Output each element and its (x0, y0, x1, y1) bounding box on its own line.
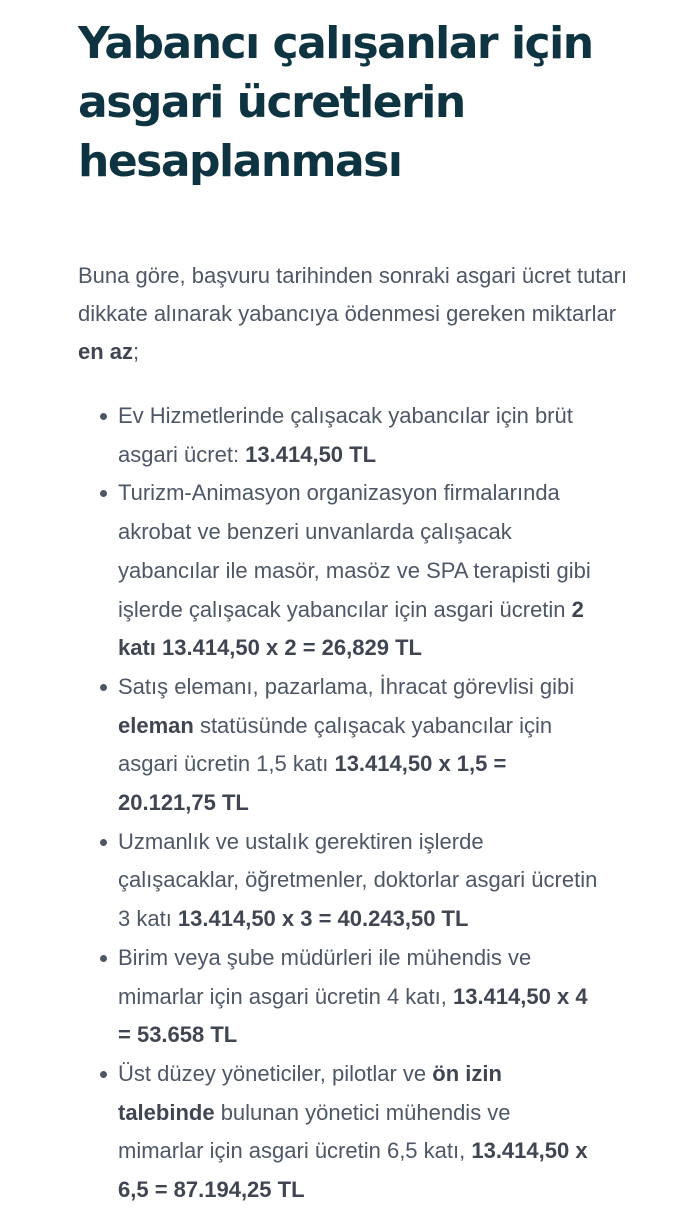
list-item (78, 823, 598, 939)
list-item (78, 397, 598, 474)
intro-paragraph (78, 257, 638, 371)
bullet-icon (100, 413, 107, 420)
item-amount: 13.414,50 x 3 = 40.243,50 TL (177, 906, 469, 932)
wage-list (78, 397, 598, 1210)
list-item (78, 668, 598, 823)
intro-text: Buna göre, başvuru tarihinden sonraki asgari ücret tutarı dikkate alınarak yabancıya ödenmesi gereken miktarlar (78, 263, 628, 326)
item-amount: 13.414,50 x 4 = 53.658 TL (118, 983, 588, 1048)
item-emphasis: eleman (118, 712, 194, 738)
item-amount: 2 katı 13.414,50 x 2 = 26,829 TL (118, 596, 584, 661)
bullet-icon (100, 955, 107, 962)
item-text: Üst düzey yöneticiler, pilotlar ve (118, 1060, 433, 1086)
item-amount: 13.414,50 x 6,5 = 87.194,25 TL (118, 1138, 588, 1203)
intro-emphasis: en az (78, 339, 134, 364)
bullet-icon (100, 839, 107, 846)
item-amount: 13.414,50 x 1,5 = 20.121,75 TL (118, 751, 507, 816)
bullet-icon (100, 1071, 107, 1078)
item-text: statüsünde çalışacak yabancılar için asgari ücretin 1,5 katı (118, 712, 553, 777)
bullet-icon (100, 490, 107, 497)
page-title: Yabancı çalışanlar için asgari ücretlerin hesaplanması (78, 18, 593, 187)
item-amount: 13.414,50 TL (245, 441, 377, 467)
item-emphasis: ön izin talebinde (118, 1060, 502, 1125)
list-item (78, 939, 598, 1055)
list-item (78, 474, 598, 668)
item-text: Uzmanlık ve ustalık gerektiren işlerde çalışacaklar, öğretmenler, doktorlar asgari ücretin 3 katı (118, 828, 598, 932)
item-text: Birim veya şube müdürleri ile mühendis ve mimarlar için asgari ücretin 4 katı, (118, 944, 532, 1009)
item-text: bulunan yönetici mühendis ve mimarlar için asgari ücretin 6,5 katı, (118, 1099, 511, 1164)
intro-end: ; (133, 339, 140, 364)
item-text: Satış elemanı, pazarlama, İhracat görevlisi gibi (118, 673, 575, 699)
bullet-icon (100, 684, 107, 691)
list-item (78, 1055, 598, 1210)
item-text: Ev Hizmetlerinde çalışacak yabancılar için brüt asgari ücret: (118, 403, 573, 467)
item-text: Turizm-Animasyon organizasyon firmalarında akrobat ve benzeri unvanlarda çalışacak yabancılar ile masör, masöz ve SPA terapisti gibi işlerde çalışacak yabancılar için asgari ücretin (118, 480, 591, 622)
